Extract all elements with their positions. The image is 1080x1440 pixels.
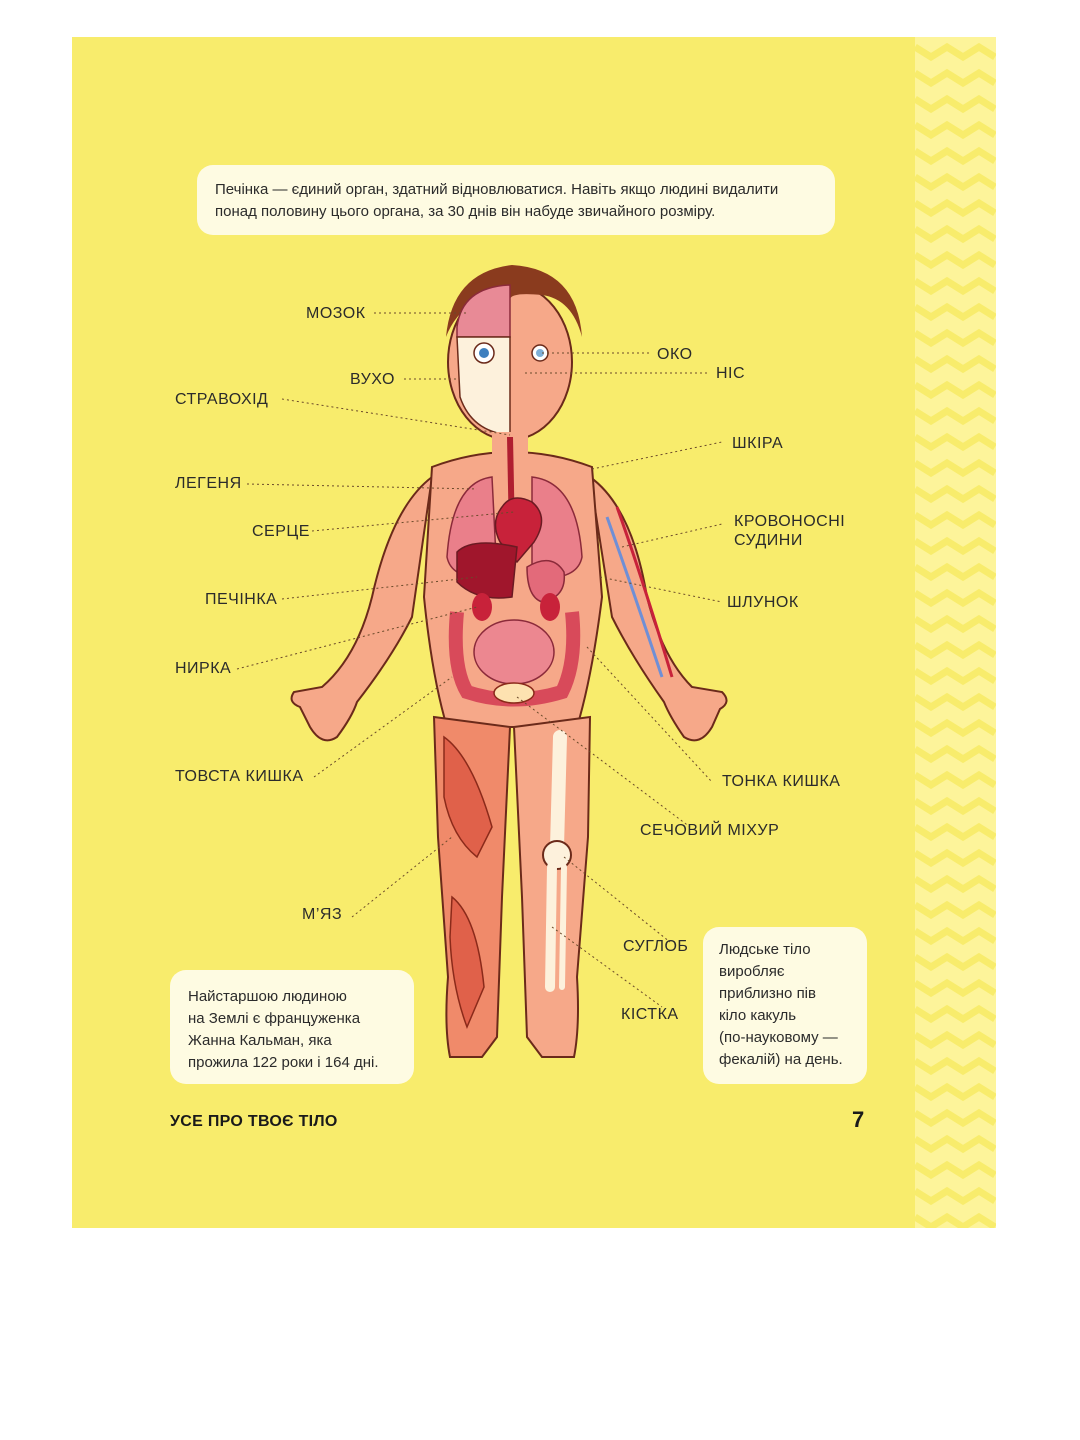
label-liver: ПЕЧІНКА [205, 591, 278, 608]
label-heart: СЕРЦЕ [252, 523, 310, 540]
femur-bone [557, 737, 560, 847]
book-page [72, 37, 996, 1228]
liver-fact-callout [197, 165, 835, 235]
knee-joint [543, 841, 571, 869]
label-large-intestine: ТОВСТА КИШКА [175, 768, 304, 785]
label-skin: ШКІРА [732, 435, 784, 452]
label-stomach: ШЛУНОК [727, 594, 799, 611]
oldest-person-text: Найстаршою людиною на Землі є француженка Жанна Кальман, яка прожила 122 роки і 164 дні. [188, 988, 379, 1071]
label-kidney: НИРКА [175, 660, 232, 677]
kidney-right [540, 593, 560, 621]
right-arm [590, 477, 727, 740]
tibia-bone [550, 867, 552, 987]
label-muscle: М’ЯЗ [302, 906, 343, 923]
label-bladder: СЕЧОВИЙ МІХУР [640, 822, 780, 839]
label-small-intestine: ТОНКА КИШКА [722, 773, 841, 790]
label-esophagus: СТРАВОХІД [175, 391, 269, 408]
poop-fact-callout [703, 927, 867, 1084]
label-brain: МОЗОК [306, 305, 366, 322]
label-eye: ОКО [657, 346, 693, 363]
left-arm [292, 477, 432, 740]
liver-fact-text: Печінка — єдиний орган, здатний відновлюватися. Навіть якщо людині видалити понад половину цього органа, за 30 днів він набуде звичайного розміру. [215, 181, 779, 220]
fibula-bone [562, 867, 564, 987]
label-lungs: ЛЕГЕНЯ [175, 475, 242, 492]
oldest-person-callout [170, 970, 414, 1084]
book-title-footer: УСЕ ПРО ТВОЄ ТІЛО [170, 1113, 338, 1130]
page-number: 7 [852, 1107, 865, 1132]
chevron-border-pattern [915, 37, 996, 1228]
label-blood-vessels-2: СУДИНИ [734, 532, 803, 549]
label-bone: КІСТКА [621, 1006, 679, 1023]
label-nose: НІС [716, 365, 746, 382]
label-blood-vessels-1: КРОВОНОСНІ [734, 513, 846, 530]
label-ear: ВУХО [350, 371, 395, 388]
bladder [494, 683, 534, 703]
poop-fact-text: Людське тіло виробляє приблизно пів кіло какуль (по-науковому — фекалій) на день. [719, 941, 843, 1068]
small-intestine [474, 620, 554, 684]
liver [457, 543, 517, 598]
kidney-left [472, 593, 492, 621]
label-joint: СУГЛОБ [623, 938, 689, 955]
